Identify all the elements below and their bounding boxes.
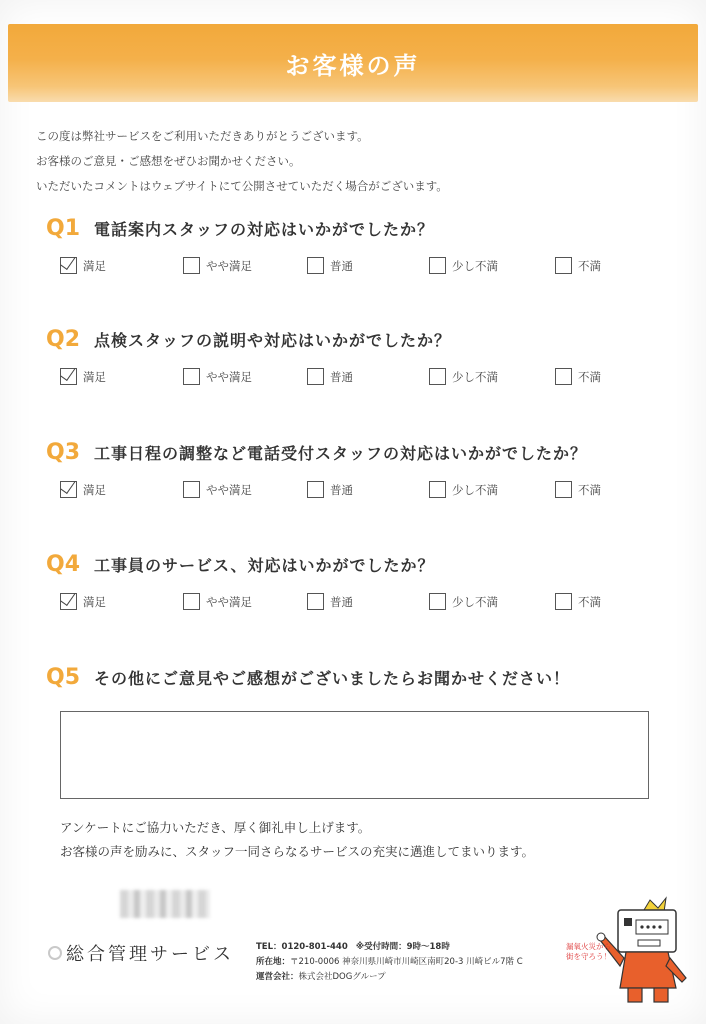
question-number: Q3 <box>46 439 81 465</box>
operator: 株式会社DOGグループ <box>298 972 386 982</box>
checkbox[interactable] <box>60 368 77 385</box>
question-number: Q4 <box>46 551 81 577</box>
question-number: Q2 <box>46 326 81 352</box>
intro-line: お客様のご意見・ご感想をぜひお聞かせください。 <box>36 154 301 168</box>
company-info: TEL：0120-801-440 ※受付時間：9時～18時 所在地：〒210-0006 神奈川県川崎市川崎区南町20-3 川崎ビル7階 C 運営会社：株式会社DOGグループ <box>256 942 523 982</box>
option-somewhat-dissatisfied[interactable]: 少し不満 <box>429 593 498 610</box>
option-somewhat-satisfied[interactable]: やや満足 <box>183 257 252 274</box>
header-banner <box>8 24 698 102</box>
checkbox[interactable] <box>60 593 77 610</box>
question-5 <box>46 662 686 692</box>
closing-line: お客様の声を励みに、スタッフ一同さらなるサービスの充実に邁進してまいります。 <box>60 844 535 859</box>
checkbox[interactable] <box>429 257 446 274</box>
option-somewhat-satisfied[interactable]: やや満足 <box>183 368 252 385</box>
checkbox[interactable] <box>555 368 572 385</box>
option-somewhat-dissatisfied[interactable]: 少し不満 <box>429 481 498 498</box>
checkbox[interactable] <box>307 481 324 498</box>
question-1 <box>46 213 686 283</box>
checkbox[interactable] <box>555 593 572 610</box>
checkbox[interactable] <box>60 481 77 498</box>
answer-options <box>46 257 686 283</box>
question-text: 工事日程の調整など電話受付スタッフの対応はいかがでしたか？ <box>94 443 588 463</box>
option-somewhat-dissatisfied[interactable]: 少し不満 <box>429 257 498 274</box>
question-text: 電話案内スタッフの対応はいかがでしたか？ <box>94 219 435 239</box>
option-dissatisfied[interactable]: 不満 <box>555 593 601 610</box>
company-logo-icon <box>48 946 62 960</box>
answer-options <box>46 368 686 394</box>
checkbox[interactable] <box>183 481 200 498</box>
closing-line: アンケートにご協力いただき、厚く御礼申し上げます。 <box>60 820 371 835</box>
page-title: お客様の声 <box>285 52 421 80</box>
question-number: Q5 <box>46 664 81 690</box>
intro-line: いただいたコメントはウェブサイトにて公開させていただく場合がございます。 <box>36 179 448 193</box>
option-neutral[interactable]: 普通 <box>307 257 353 274</box>
question-3 <box>46 437 686 507</box>
answer-options <box>46 593 686 619</box>
checkbox[interactable] <box>183 368 200 385</box>
option-satisfied[interactable]: 満足 <box>60 368 106 385</box>
checkbox[interactable] <box>429 368 446 385</box>
intro-text <box>36 124 676 199</box>
option-somewhat-dissatisfied[interactable]: 少し不満 <box>429 368 498 385</box>
option-neutral[interactable]: 普通 <box>307 593 353 610</box>
company-name: 総合管理サービス <box>48 940 234 966</box>
checkbox[interactable] <box>183 593 200 610</box>
option-satisfied[interactable]: 満足 <box>60 257 106 274</box>
question-text: その他にご意見やご感想がございましたらお聞かせください！ <box>94 668 571 688</box>
option-satisfied[interactable]: 満足 <box>60 593 106 610</box>
checkbox[interactable] <box>307 257 324 274</box>
mascot-slogan: 漏氧火災から 街を守ろう！ <box>566 942 611 961</box>
comment-field[interactable] <box>60 711 649 799</box>
question-text: 点検スタッフの説明や対応はいかがでしたか？ <box>94 330 452 350</box>
checkbox[interactable] <box>429 481 446 498</box>
option-satisfied[interactable]: 満足 <box>60 481 106 498</box>
question-number: Q1 <box>46 215 81 241</box>
phone-number: 0120-801-440 <box>281 942 348 952</box>
answer-options <box>46 481 686 507</box>
mascot-illustration <box>566 896 696 1006</box>
address: 〒210-0006 神奈川県川崎市川崎区南町20-3 川崎ビル7階 C <box>290 957 523 967</box>
checkbox[interactable] <box>60 257 77 274</box>
option-neutral[interactable]: 普通 <box>307 368 353 385</box>
question-4 <box>46 549 686 619</box>
checkbox[interactable] <box>429 593 446 610</box>
checkbox[interactable] <box>307 368 324 385</box>
option-somewhat-satisfied[interactable]: やや満足 <box>183 593 252 610</box>
business-hours: ※受付時間：9時～18時 <box>355 942 450 952</box>
option-dissatisfied[interactable]: 不満 <box>555 481 601 498</box>
closing-message <box>60 816 680 864</box>
option-somewhat-satisfied[interactable]: やや満足 <box>183 481 252 498</box>
question-text: 工事員のサービス、対応はいかがでしたか？ <box>94 555 435 575</box>
option-dissatisfied[interactable]: 不満 <box>555 368 601 385</box>
checkbox[interactable] <box>555 481 572 498</box>
option-dissatisfied[interactable]: 不満 <box>555 257 601 274</box>
option-neutral[interactable]: 普通 <box>307 481 353 498</box>
redacted-name <box>120 890 210 918</box>
question-2 <box>46 324 686 394</box>
intro-line: この度は弊社サービスをご利用いただきありがとうございます。 <box>36 129 369 143</box>
checkbox[interactable] <box>307 593 324 610</box>
checkbox[interactable] <box>183 257 200 274</box>
checkbox[interactable] <box>555 257 572 274</box>
